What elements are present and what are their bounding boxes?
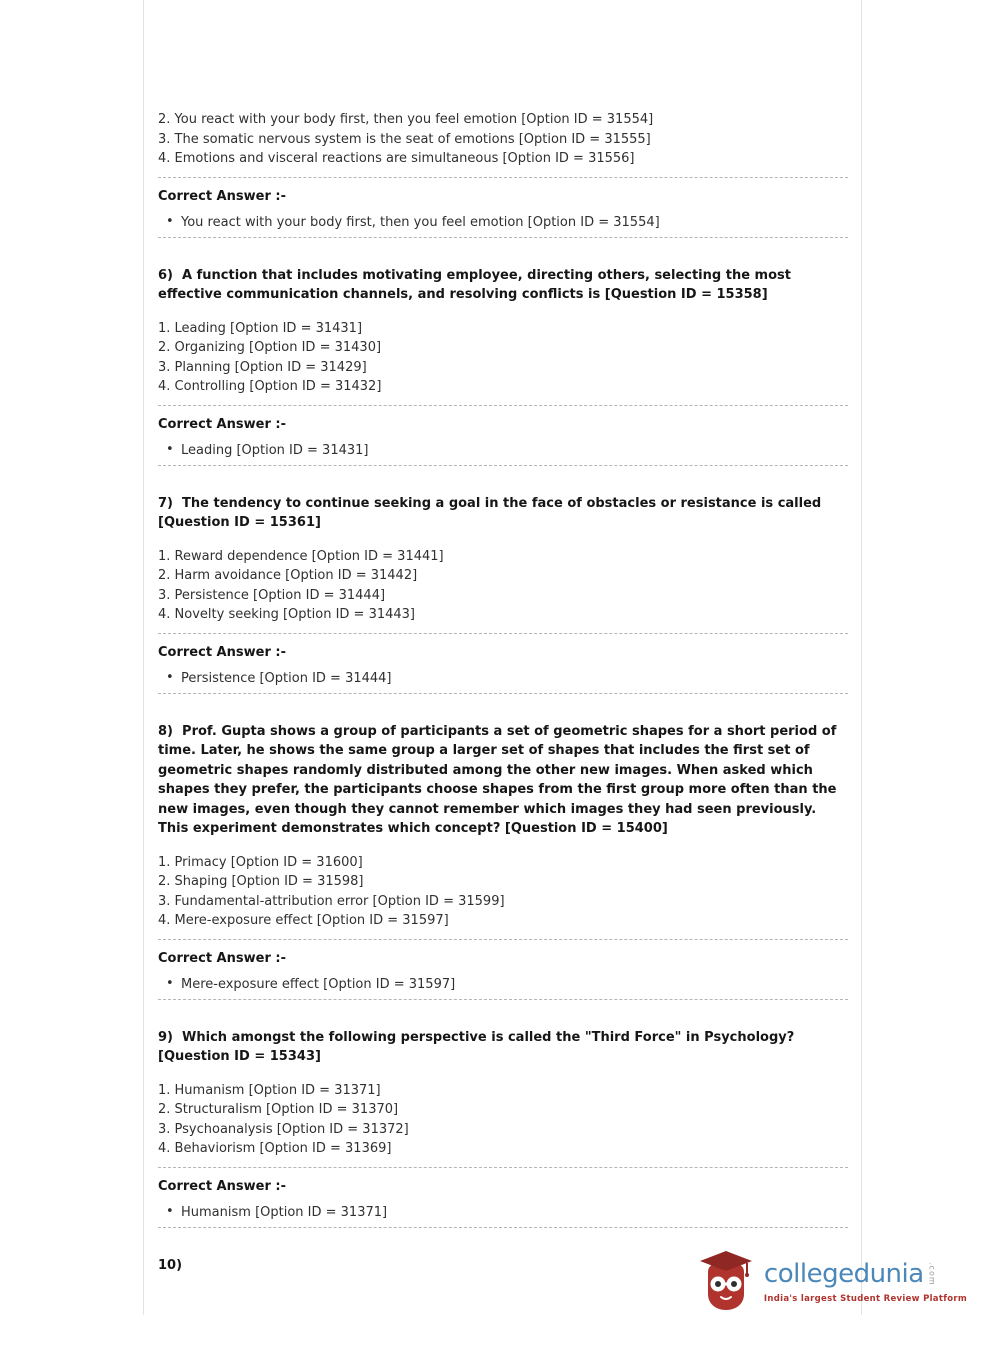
question-10-number: 10): [158, 1257, 183, 1273]
correct-answer-label: Correct Answer :-: [158, 644, 286, 660]
brand-name: collegedunia: [763, 1259, 924, 1290]
correct-answer-section: [158, 405, 848, 466]
correct-answer-label: Correct Answer :-: [158, 188, 286, 204]
correct-answer-text: • Persistence [Option ID = 31444]: [166, 669, 848, 689]
options-list: [158, 547, 848, 625]
option: 4. Controlling [Option ID = 31432]: [158, 379, 382, 394]
correct-answer-text: • Mere-exposure effect [Option ID = 31597]: [166, 975, 848, 995]
options-list: [158, 853, 848, 931]
option: 3. The somatic nervous system is the seat of emotions [Option ID = 31555]: [158, 131, 651, 147]
options-list: [158, 110, 848, 169]
brand-tagline: India's largest Student Review Platform: [763, 1293, 967, 1304]
question-text: 9) Which amongst the following perspective is called the "Third Force" in Psychology? [Question ID = 15343]: [158, 1029, 799, 1064]
option: 3. Psychoanalysis [Option ID = 31372]: [158, 1121, 409, 1137]
correct-answer-section: [158, 1167, 848, 1228]
brand-row: [764, 1260, 967, 1289]
option: 1. Leading [Option ID = 31431]: [158, 320, 363, 336]
option: 2. You react with your body first, then you feel emotion [Option ID = 31554]: [158, 112, 654, 127]
question-text: 7) The tendency to continue seeking a goal in the face of obstacles or resistance is called [Question ID = 15361]: [158, 495, 826, 530]
collegedunia-logo: [699, 1250, 967, 1316]
correct-answer-section: [158, 939, 848, 1000]
option: 2. Shaping [Option ID = 31598]: [158, 874, 364, 889]
option: 1. Humanism [Option ID = 31371]: [158, 1082, 381, 1098]
correct-answer-label: Correct Answer :-: [158, 416, 286, 432]
option: 1. Reward dependence [Option ID = 31441]: [158, 548, 444, 564]
question-text: 8) Prof. Gupta shows a group of participants a set of geometric shapes for a short period of time. Later, he shows the same group a larger set of shapes that includes the first set of geometric shapes randomly distributed among the other new images. When asked which shapes they prefer, the participants choose shapes from the first group more often than the new images, even though they cannot remember which images they had seen previously. This experiment demonstrates which concept? [Question ID = 15400]: [158, 723, 842, 836]
option: 3. Planning [Option ID = 31429]: [158, 359, 367, 375]
option: 2. Structuralism [Option ID = 31370]: [158, 1102, 399, 1117]
question-block-7: [158, 494, 848, 694]
correct-answer-label: Correct Answer :-: [158, 1178, 286, 1194]
collegedunia-mascot-icon: [699, 1250, 753, 1316]
correct-answer-text: • You react with your body first, then you feel emotion [Option ID = 31554]: [166, 213, 848, 233]
option: 2. Harm avoidance [Option ID = 31442]: [158, 568, 418, 583]
question-text: 6) A function that includes motivating employee, directing others, selecting the most effective communication channels, and resolving conflicts is [Question ID = 15358]: [158, 267, 796, 302]
option: 4. Behaviorism [Option ID = 31369]: [158, 1141, 392, 1156]
question-block-partial: [158, 110, 848, 238]
option: 4. Novelty seeking [Option ID = 31443]: [158, 607, 415, 622]
brand-tld: .com: [927, 1262, 937, 1286]
correct-answer-section: [158, 177, 848, 238]
option: 2. Organizing [Option ID = 31430]: [158, 340, 382, 355]
option: 4. Emotions and visceral reactions are simultaneous [Option ID = 31556]: [158, 151, 635, 166]
option: 4. Mere-exposure effect [Option ID = 31597]: [158, 913, 449, 928]
correct-answer-text: • Humanism [Option ID = 31371]: [166, 1203, 848, 1223]
option: 3. Persistence [Option ID = 31444]: [158, 587, 386, 603]
option: 1. Primacy [Option ID = 31600]: [158, 854, 363, 870]
options-list: [158, 1081, 848, 1159]
options-list: [158, 319, 848, 397]
question-block-6: [158, 266, 848, 466]
correct-answer-section: [158, 633, 848, 694]
brand-block: [764, 1260, 967, 1305]
option: 3. Fundamental-attribution error [Option ID = 31599]: [158, 893, 505, 909]
question-block-9: [158, 1028, 848, 1228]
content-column: [143, 0, 862, 1315]
correct-answer-text: • Leading [Option ID = 31431]: [166, 441, 848, 461]
correct-answer-label: Correct Answer :-: [158, 950, 286, 966]
question-block-8: [158, 722, 848, 1000]
